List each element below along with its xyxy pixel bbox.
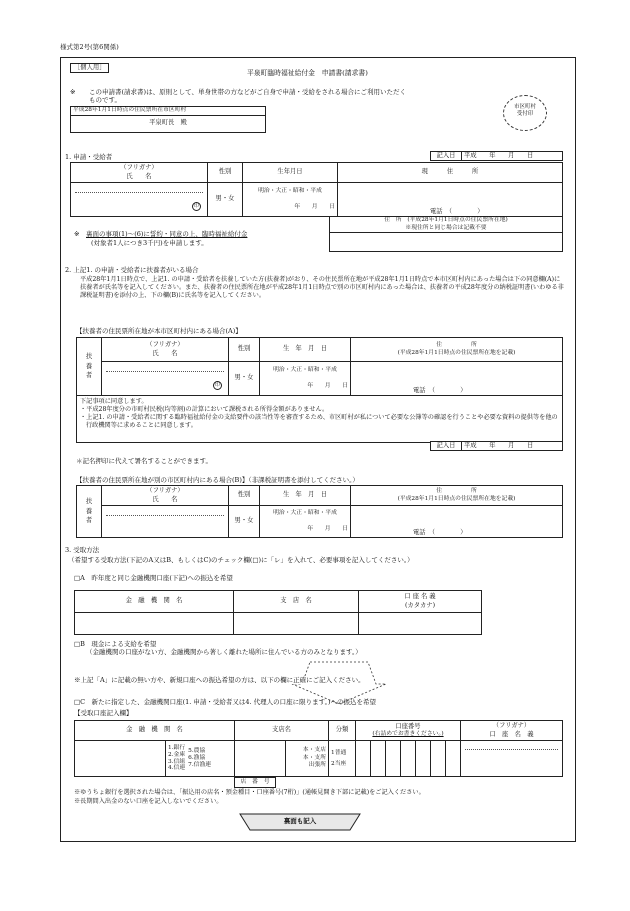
supporter-b-era[interactable]: 明治・大正・昭和・平成 [273, 509, 337, 516]
supporter-b-address-field[interactable] [351, 506, 563, 538]
entry-date-label: 記入日 [431, 152, 462, 161]
supporter-a-table [76, 337, 563, 443]
applicant-table [70, 162, 563, 217]
supporter-label-a: 扶養者 [77, 338, 102, 396]
inst-type[interactable]: 3.信組 [168, 758, 186, 765]
branch-type[interactable]: 本・支所 [302, 754, 326, 761]
supporter-sex-header: 性別 [229, 338, 260, 362]
supporter-b-name-label: 氏 名 [152, 495, 178, 503]
acct-type[interactable]: 1普通 [331, 750, 347, 757]
acct-digit-box[interactable] [446, 741, 461, 777]
supporter-b-name-field[interactable] [102, 506, 229, 538]
sex-options[interactable]: 男・女 [208, 183, 243, 217]
acct-digit-box[interactable] [371, 741, 386, 777]
supporter-entry-date-value: 平成 年 月 日 [462, 442, 563, 451]
acct-type[interactable]: 2当座 [331, 760, 347, 767]
agreement-box [77, 396, 563, 443]
section2-heading: 2. 上記1. の申請・受給者に扶養者がいる場合 [65, 266, 199, 274]
entry-date-value: 平成 年 月 日 [462, 152, 563, 161]
supporter-b-phone: 電話 （ ） [413, 528, 467, 536]
acct-no-sub: (右詰めでお書きください。) [372, 730, 444, 737]
supporter-b-furigana-label: （フリガナ） [146, 487, 184, 495]
section2-paragraph: 平成28年1月1日時点で、上記1. の申請・受給者を扶養していた方(扶養者)がおり、その住民票所在地が平成28年1月1日時点で本市区町村内にあった場合は下の同意欄(A)に扶養者が氏名等を記入してください。また、扶養者の住民票所在地が平成28年1月1日時点で別の市区町村内にあった場合は、扶養者の平成28年度分の納税証明書(いわゆる非課税証明書)を添付の上、下の欄(B)に氏名等を記入してください。 [80, 276, 564, 300]
continue-label: 裏面も記入 [283, 817, 317, 825]
supporter-b-dob-header: 生 年 月 日 [260, 486, 351, 506]
previous-account-table [74, 590, 482, 635]
era-options[interactable]: 明治・大正・昭和・平成 [258, 187, 322, 194]
inst-type[interactable]: 1.銀行 [168, 744, 186, 751]
previous-holder-field[interactable] [359, 613, 482, 635]
supporter-addr-header: 住 所 [436, 341, 477, 348]
option-b-checkbox[interactable]: □B 現金による支給を希望 [74, 640, 157, 648]
agree-title: 下記事項に同意します。 [80, 398, 148, 405]
municipality-box-header: 平成28年1月1日時点の住民票所在市区町村 [71, 107, 266, 116]
branch-number-label: 店 番 号 [234, 777, 276, 788]
supporter-furigana-label: （フリガナ） [146, 341, 184, 349]
new-bank-name-field[interactable] [75, 741, 166, 777]
stamp-line-1: 市区町村 [513, 104, 536, 110]
inst-type[interactable]: 2.金庫 [168, 751, 186, 758]
supporter-a-sex[interactable]: 男・女 [229, 362, 260, 396]
institution-types[interactable] [166, 741, 235, 777]
supporter-b-dob-ymd[interactable]: 年 月 日 [307, 525, 348, 532]
acct-no-header: 口座番号 [395, 722, 421, 730]
agree-item-1: ・平成28年度分の市町村民税(均等割)の計算において課税される所得金額がありません。 [80, 406, 329, 414]
dob-ymd[interactable]: 年 月 日 [294, 203, 335, 210]
option-a-checkbox[interactable]: □A 昨年度と同じ金融機関口座(下記)への振込を希望 [74, 574, 233, 582]
resident-addr-label: 住 所 (平成28年1月1日時点の住民票所在地) [384, 217, 508, 223]
supporter-a-phone: 電話 （ ） [413, 386, 467, 394]
intro-mark: ※ [70, 88, 76, 96]
new-branch-field[interactable] [235, 741, 286, 777]
address-field[interactable] [338, 183, 563, 217]
section1-entry-date [430, 151, 563, 161]
phone-label: 電話 （ ） [430, 207, 484, 215]
supporter-name-label: 氏 名 [152, 349, 178, 357]
new-furigana-header: （フリガナ） [492, 722, 531, 730]
acct-digit-box[interactable] [386, 741, 401, 777]
branch-type[interactable]: 出張所 [308, 762, 326, 769]
option-c-checkbox[interactable]: □C 新たに指定した、金融機関口座(1. 申請・受給者又は4. 代理人の口座に限ります。)への振込を希望 [74, 698, 376, 706]
applicant-name-field[interactable] [71, 183, 208, 217]
resident-address-box [329, 216, 563, 252]
name-label: 氏 名 [126, 172, 152, 180]
note-yucho: ※ゆうちょ銀行を選択された場合は、「振込用の店名・預金種目・口座番号(7桁)」(通帳見開き下部に記載)をご記入ください。 [74, 789, 425, 796]
supporter-a-era[interactable]: 明治・大正・昭和・平成 [273, 366, 337, 373]
furigana-label: （フリガナ） [120, 164, 158, 172]
supporter-a-name-field[interactable] [102, 362, 229, 396]
consent-text-2: (対象者1人につき3千円)を申請します。 [91, 239, 208, 247]
address-header: 現 住 所 [338, 163, 563, 183]
form-number: 様式第2号(第6関係) [60, 43, 119, 51]
signature-note: ＊記名押印に代えて署名することができます。 [76, 457, 212, 465]
holder-header-2: (カタカナ) [404, 601, 436, 609]
category-tag: ［個人用］ [70, 63, 109, 73]
supporter-entry-date-label: 記入日 [431, 442, 462, 451]
form-title: 平泉町臨時福祉給付金 申請書(請求書) [247, 69, 368, 77]
supporter-entry-date [430, 441, 563, 451]
supporter-b-table [76, 485, 563, 538]
consent-text: 裏面の事項(1)～(6)に誓約・同意の上、臨時福祉給付金 [86, 230, 248, 238]
dob-header: 生年月日 [243, 163, 338, 183]
type-header: 分類 [329, 721, 356, 741]
account-heading: 【受取口座記入欄】 [74, 709, 133, 717]
inst-type[interactable]: 4.信連 [168, 765, 186, 772]
municipality-box-value: 平泉町長 殿 [71, 115, 266, 132]
supporter-b-addr-header: 住 所 [436, 487, 477, 494]
acct-digit-box[interactable] [431, 741, 446, 777]
intro-text: この申請書(請求書)は、原則として、単身世帯の方などがご自身で申請・受給をされる場合にご利用いただく [89, 88, 406, 96]
supporter-b-sex[interactable]: 男・女 [229, 506, 260, 538]
resident-addr-note: ※現住所と同じ場合は記載不要 [405, 224, 487, 231]
supporter-b-addr-header-2: (平成28年1月1日時点の住民票所在地を記載) [397, 495, 516, 502]
acct-digit-box[interactable] [401, 741, 416, 777]
intro-text-2: ものです。 [89, 96, 121, 104]
supporter-a-dob-ymd[interactable]: 年 月 日 [307, 382, 348, 389]
stamp-line-2: 受付印 [516, 111, 534, 118]
sex-header: 性別 [208, 163, 243, 183]
previous-branch-field[interactable] [234, 613, 359, 635]
section1-heading: 1. 申請・受給者 [65, 153, 113, 161]
seal-mark: 印 [193, 203, 199, 209]
consent-mark: ※ [74, 230, 80, 238]
supporter-b-sex-header: 性別 [229, 486, 260, 506]
supporter-addr-header-2: (平成28年1月1日時点の住民票所在地を記載) [397, 349, 516, 356]
bank-name-header: 金 融 機 関 名 [75, 591, 234, 613]
supporter-seal-mark: 印 [214, 382, 220, 388]
section3-instruction: （希望する受取方法(下記のA又はB、もしくはC)のチェック欄(□)に「レ」を入れて、必要事項を記入してください。） [68, 556, 414, 564]
new-holder-header: 口 座 名 義 [489, 730, 534, 738]
callout-text: ※上記「A」に記載の無い方や、新規口座への振込希望の方は、以下の欄に正確にご記入ください。 [74, 676, 365, 684]
branch-type[interactable]: 本・支店 [302, 747, 326, 754]
new-branch-header: 支店名 [235, 721, 329, 741]
new-account-table [74, 720, 563, 777]
agree-item-2: ・上記1. の申請・受給者に関する臨時福祉給付金の支給要件の該当性等を審査するため、市区町村が私について必要な公簿等の確認を行うことや必要な資料の提供等を他の行政機関等に求めることに同意します。 [80, 414, 558, 430]
acct-digit-box[interactable] [416, 741, 431, 777]
previous-bank-field[interactable] [75, 613, 234, 635]
new-holder-field[interactable] [461, 741, 563, 777]
inst-type[interactable]: 7.信漁連 [188, 761, 212, 768]
holder-header: 口 座 名 義 [404, 593, 436, 601]
supporter-b-heading: 【扶養者の住民票所在地が別の市区町村内にある場合(B)】（非課税証明書を添付してください。） [76, 476, 359, 484]
municipality-box [70, 106, 266, 133]
supporter-dob-header: 生 年 月 日 [260, 338, 351, 362]
supporter-a-heading: 【扶養者の住民票所在地が本市区町村内にある場合(A)】 [76, 327, 242, 335]
supporter-label-b: 扶養者 [77, 486, 102, 538]
inst-type[interactable]: 5.農協 [188, 747, 206, 754]
resident-address-field[interactable] [330, 233, 563, 252]
acct-digit-box[interactable] [356, 741, 371, 777]
note-dormant: ※長期間入出金のない口座を記入しないでください。 [74, 798, 223, 805]
inst-type[interactable]: 6.漁協 [188, 754, 206, 761]
section3-heading: 3. 受取方法 [65, 546, 100, 554]
branch-header: 支 店 名 [234, 591, 359, 613]
new-bank-name-header: 金 融 機 関 名 [75, 721, 235, 741]
option-b-note: （金融機関の口座がない方、金融機関から著しく離れた場所に住んでいる方のみとなります。） [86, 648, 362, 656]
reception-stamp [503, 95, 547, 131]
supporter-a-address-field[interactable] [351, 362, 563, 396]
